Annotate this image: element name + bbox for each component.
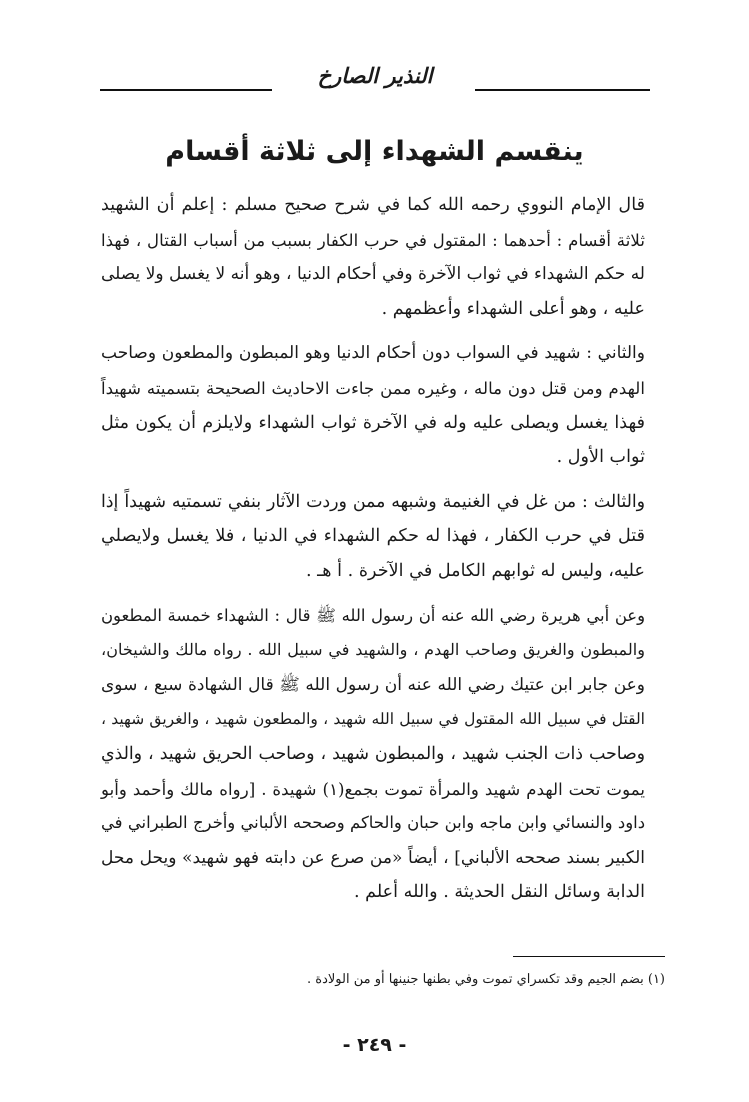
text-line: فهذا يغسل ويصلى عليه وله في الآخرة ثواب الشهداء ولايلزم أن يكون مثل [101,412,645,433]
text-line: ثلاثة أقسام : أحدهما : المقتول في حرب الكفار بسبب من أسباب القتال ، فهذا [101,229,645,250]
footnote-rule [513,956,665,957]
text-line: القتل في سبيل الله المقتول في سبيل الله شهيد ، والمطعون شهيد ، والغريق شهيد ، [101,710,645,729]
header-rule-right [475,89,650,91]
text-line: الكبير بسند صححه الألباني] ، أيضاً «من صرع عن دابته فهو شهيد» ويحل محل [101,847,645,868]
header-rule-left [100,89,272,91]
text-line: داود والنسائي وابن ماجه وابن حبان والحاكم وصححه الألباني وأخرج الطبراني في [101,813,645,833]
text-line: قتل في حرب الكفار ، فهذا له حكم الشهداء في الدنيا ، فلا يغسل ولايصلي [101,526,645,547]
text-line: الهدم ومن قتل دون ماله ، وغيره ممن جاءت الاحاديث الصحيحة بتسميته شهيداً [101,377,645,398]
body-text [101,188,645,920]
text-line: وعن أبي هريرة رضي الله عنه أن رسول الله ﷺ قال : الشهداء خمسة المطعون [101,605,645,625]
paragraph-4 [101,599,645,910]
text-line: قال الإمام النووي رحمه الله كما في شرح صحيح مسلم : إعلم أن الشهيد [101,195,645,215]
text-line: والثاني : شهيد في السواب دون أحكام الدنيا وهو المبطون والمطعون وصاحب [101,343,645,364]
running-title: النذير الصارخ [317,64,433,88]
text-line: وعن جابر ابن عتيك رضي الله عنه أن رسول الله ﷺ قال الشهادة سبع ، سوى [101,674,645,695]
text-line: يموت تحت الهدم شهيد والمرأة تموت بجمع(١) شهيدة . [رواه مالك وأحمد وأبو [101,778,645,799]
paragraph-3 [101,485,645,589]
chapter-heading: ينقسم الشهداء إلى ثلاثة أقسام [165,136,584,167]
text-line: عليه، وليس له ثوابهم الكامل في الآخرة . أ هـ . [305,560,645,581]
text-line: وصاحب ذات الجنب شهيد ، والمبطون شهيد ، وصاحب الحريق شهيد ، والذي [101,743,645,764]
paragraph-1 [101,188,645,326]
running-header [100,58,650,98]
paragraph-2 [101,336,645,474]
text-line: ثواب الأول . [556,447,645,468]
footnote: (١) بضم الجيم وقد تكسراي تموت وفي بطنها جنينها أو من الولادة . [307,972,665,987]
text-line: عليه ، وهو أعلى الشهداء وأعظمهم . [381,298,645,319]
text-line: له حكم الشهداء في ثواب الآخرة وفي أحكام الدنيا ، وهو أنه لا يغسل ولا يصلى [101,264,645,285]
text-line: والمبطون والغريق وصاحب الهدم ، والشهيد في سبيل الله . رواه مالك والشيخان، [101,640,645,660]
text-line: الدابة وسائل النقل الحديثة . والله أعلم . [353,882,645,903]
text-line: والثالث : من غل في الغنيمة وشبهه ممن وردت الآثار بنفي تسمتيه شهيداً إذا [101,491,645,512]
page-number: - ٢٤٩ - [342,1034,407,1056]
